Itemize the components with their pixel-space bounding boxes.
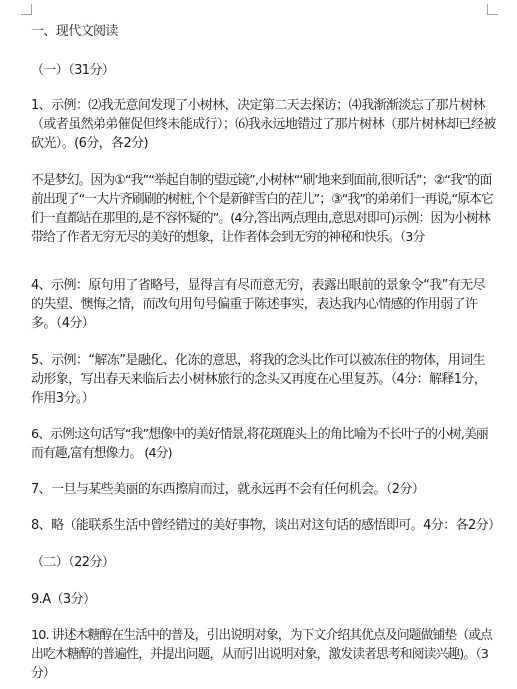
answer-1: 1、示例：⑵我无意间发现了小树林，决定第二天去探访；⑷我渐渐淡忘了那片树林（或者虽然弟弟催促但终未能成行）；⑹我永远地错过了那片树林（那片树林却已经被砍光）。(6分，各2分) <box>31 98 496 151</box>
subsection-heading-part-one: （一）（31分） <box>31 63 115 78</box>
answer-2: 不是梦幻。因为①“我”“举起自制的望远镜”,小树林“‘刷’地来到面前,很听话”；②“我”的面前出现了“一大片齐刷刷的树桩,个个是新鲜雪白的茬儿”；③“我”的弟弟们一再说,“原本它们一直都站在那里的,是不容怀疑的”。(4分,答出两点理由,意思对即可)示例：因为小树林带给了作者无穷无尽的美好的想象，让作者体会到无穷的神秘和快乐。（3分 <box>31 173 493 245</box>
answer-8: 8、略（能联系生活中曾经错过的美好事物，谈出对这句话的感悟即可。4分：各2分） <box>31 518 501 533</box>
answer-5: 5、示例：“解冻”是融化、化冻的意思，将我的念头比作可以被冻住的物体，用词生动形象，写出春天来临后去小树林旅行的念头又再度在心里复苏。（4分：解释1分，作用3分。） <box>31 353 487 406</box>
subsection-heading-part-two: （二）（22分） <box>31 555 115 570</box>
page-corner-mark-right <box>487 4 498 15</box>
answer-6: 6、示例:这句话写“我”想像中的美好情景,将花斑鹿头上的角比喻为不长叶子的小树,美丽而有趣,富有想像力。 (4分) <box>31 427 488 461</box>
answer-10: 10. 讲述木糖醇在生活中的普及，引出说明对象，为下文介绍其优点及问题做铺垫（或点出吃木糖醇的普遍性，并提出问题，从而引出说明对象，激发读者思考和阅读兴趣)。（3分） <box>31 628 493 681</box>
answer-9: 9.A（3分） <box>31 592 96 607</box>
answer-7: 7、一旦与某些美丽的东西擦肩而过，就永远再不会有任何机会。（2分） <box>31 482 425 497</box>
section-heading-modern-reading: 一、现代文阅读 <box>31 24 118 39</box>
answer-4: 4、示例：原句用了省略号，显得言有尽而意无穷，表露出眼前的景象令“我”有无尽的失望、懊悔之情，而改句用句号偏重于陈述事实，表达我内心情感的作用弱了许多。（4分） <box>31 278 485 331</box>
page-corner-mark-left <box>21 4 32 15</box>
